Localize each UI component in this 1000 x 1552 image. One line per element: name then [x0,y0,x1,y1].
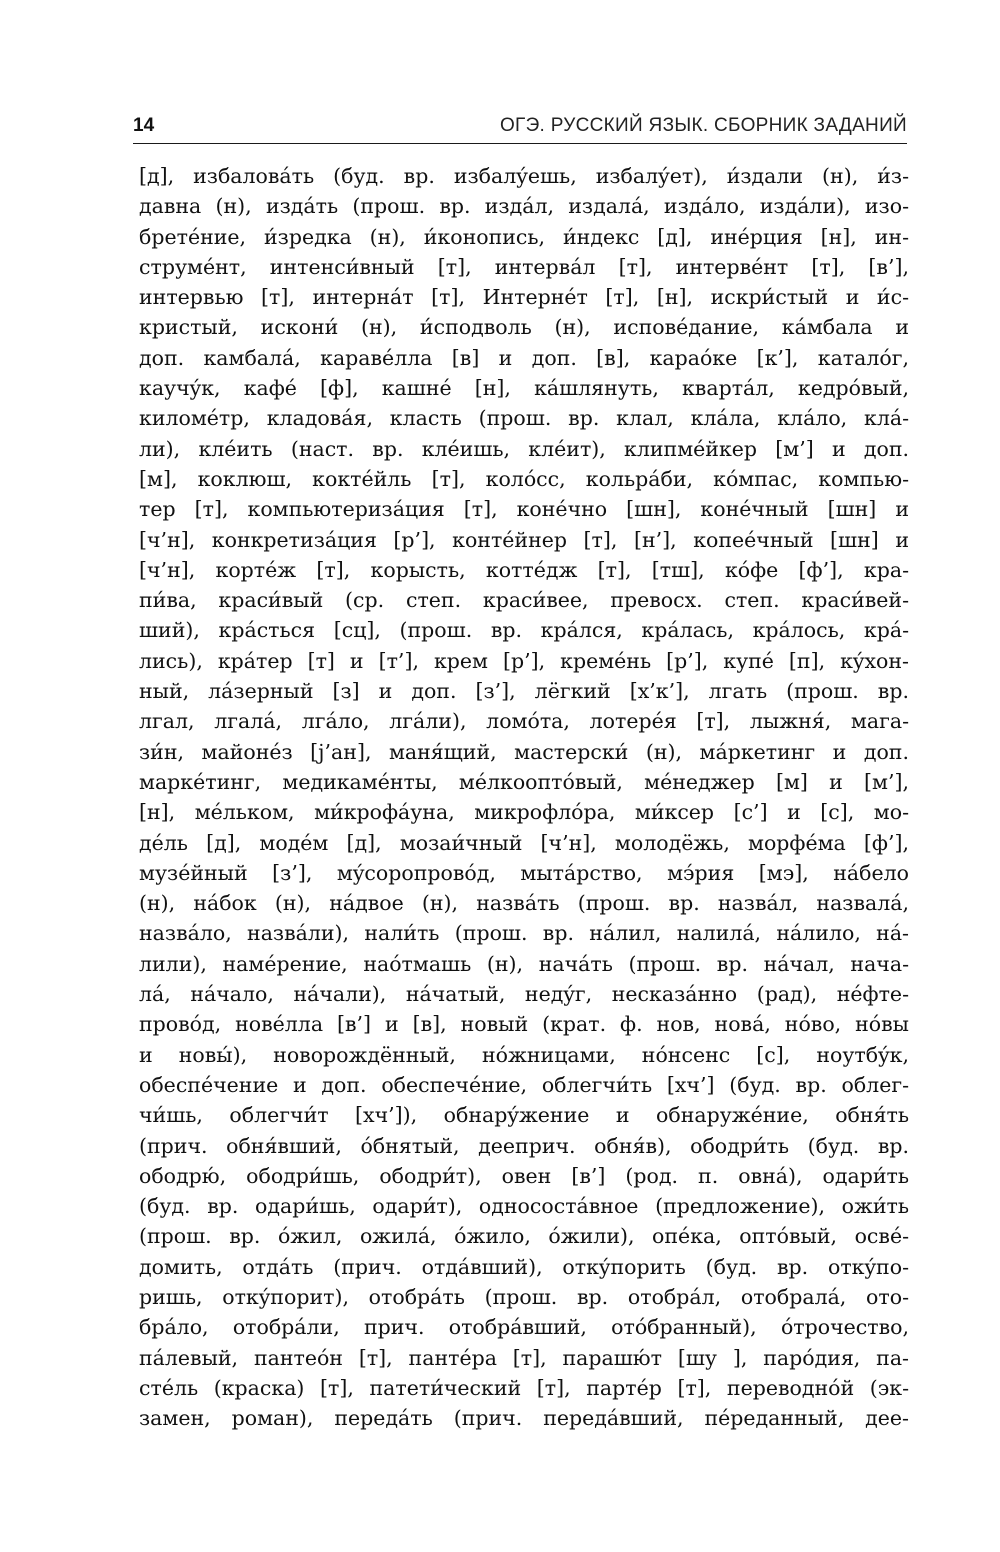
text-line: домить, отдáть (прич. отдáвший), откýпорить (буд. вр. откýпо- [139,1254,909,1279]
text-line: (н), нáбок (н), нáдвое (н), назвáть (прош. вр. назвáл, назвалá, [139,891,909,916]
text-line: зи́н, майонéз [j’ан], маня́щий, мастерски́ (н), мáркетинг и доп. [139,739,909,764]
running-title: ОГЭ. РУССКИЙ ЯЗЫК. СБОРНИК ЗАДАНИЙ [499,115,907,136]
text-line: интервью [т], интернáт [т], Интернéт [т], [н], искри́стый и и́с- [139,285,909,310]
text-line: музéйный [з’], мýсоропровóд, мытáрство, мэ́рия [мэ], нáбело [139,860,909,885]
text-line: [ч’н], кортéж [т], корысть, коттéдж [т], [тш], кóфе [ф’], кра- [139,557,909,582]
page-header [133,113,907,144]
text-line: струмéнт, интенси́вный [т], интервáл [т], интервéнт [т], [в’], [139,254,909,279]
text-line: и новы́), новорождённый, нóжницами, нóнсенс [с], ноутбýк, [139,1042,909,1067]
text-line: [м], коклюш, коктéйль [т], колóсс, кольрáби, кóмпас, компью- [139,466,909,491]
text-line: ший), крáсться [сц], (прош. вр. крáлся, крáлась, крáлось, крá- [139,618,909,643]
text-line: (прич. обня́вший, óбнятый, дееприч. обня́в), ободри́ть (буд. вр. [139,1133,909,1158]
body-text [139,161,909,1433]
text-line: лгал, лгалá, лгáло, лгáли), ломóта, лотерéя [т], лыжня́, мага- [139,709,909,734]
text-line: бретéние, и́зредка (н), и́конопись, и́ндекс [д], инéрция [н], ин- [139,224,909,249]
text-line: [д], избаловáть (буд. вр. избалýешь, избалýет), и́здали (н), и́з- [139,164,909,188]
text-line: пáлевый, пантеóн [т], пантéра [т], парашю́т [шу ], парóдия, па- [139,1345,909,1370]
text-line: чи́шь, облегчи́т [хч’]), обнарýжение и обнаружéние, обня́ть [139,1103,909,1128]
text-line: ли), клéить (наст. вр. клéишь, клéит), клипмéйкер [м’] и доп. [139,436,909,461]
text-line: каучýк, кафé [ф], кашнé [н], кáшлянуть, квартáл, кедрóвый, [139,376,909,401]
text-line: [ч’н], конкретизáция [р’], контéйнер [т], [н’], копеéчный [шн] и [139,527,909,552]
text-line: (прош. вр. óжил, ожилá, óжило, óжили), опéка, оптóвый, освé- [139,1224,909,1249]
page-number: 14 [133,115,155,136]
text-line: ободрю́, ободри́шь, ободри́т), овен [в’] (род. п. овнá), одари́ть [139,1163,909,1188]
text-line: (буд. вр. одари́шь, одари́т), односостáвное (предложение), ожи́ть [139,1194,909,1219]
text-line: дéль [д], модéм [д], мозаи́чный [ч’н], молодёжь, морфéма [ф’], [139,830,909,855]
text-line: доп. камбалá, каравéлла [в] и доп. [в], караóке [к’], каталóг, [139,345,909,370]
text-line: брáло, отобрáли, прич. отобрáвший, отóбранный), óтрочество, [139,1315,909,1340]
text-line: [н], мéльком, ми́крофáуна, микрофлóра, ми́ксер [с’] и [с], мо- [139,800,909,825]
text-line: назвáло, назвáли), нали́ть (прош. вр. нáлил, налилá, нáлило, нá- [139,921,909,946]
text-line: тер [т], компьютеризáция [т], конéчно [шн], конéчный [шн] и [139,497,909,522]
text-line: пи́ва, краси́вый (ср. степ. краси́вее, превосх. степ. краси́вей- [139,588,909,613]
text-line: лись), крáтер [т] и [т’], крем [р’], кремéнь [р’], купé [п], кýхон- [139,648,909,673]
text-line: лили), намéрение, наóтмашь (н), начáть (прош. вр. нáчал, нача- [139,951,909,976]
text-line: провóд, новéлла [в’] и [в], новый (крат. ф. нов, новá, нóво, нóвы [139,1012,909,1037]
text-line: давна (н), издáть (прош. вр. издáл, издалá, издáло, издáли), изо- [139,194,909,219]
text-line: кристый, искони́ (н), и́сподволь (н), исповéдание, кáмбала и [139,315,909,340]
text-line: маркéтинг, медикамéнты, мéлкооптóвый, мéнеджер [м] и [м’], [139,769,909,794]
text-line: замен, роман), передáть (прич. передáвший, пéреданный, дее- [139,1406,909,1431]
text-line: ришь, откýпорит), отобрáть (прош. вр. отобрáл, отобралá, ото- [139,1284,909,1309]
text-line: ный, лáзерный [з] и доп. [з’], лёгкий [х’к’], лгать (прош. вр. [139,679,909,704]
text-line: лá, нáчало, нáчали), нáчатый, недýг, несказáнно (рад), нéфте- [139,982,909,1007]
text-line: обеспéчение и доп. обеспечéние, облегчи́ть [хч’] (буд. вр. облег- [139,1072,909,1097]
text-line: стéль (краска) [т], патети́ческий [т], партéр [т], переводнóй (эк- [139,1375,909,1400]
text-line: киломéтр, кладовáя, класть (прош. вр. клал, клáла, клáло, клá- [139,406,909,431]
